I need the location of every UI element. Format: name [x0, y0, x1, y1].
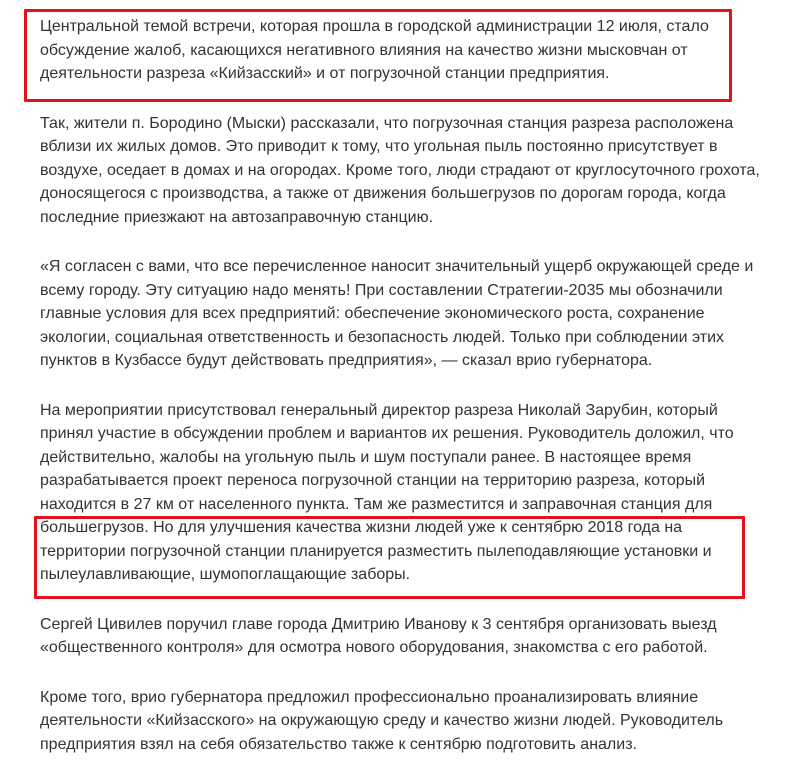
- article-body: [40, 15, 760, 782]
- paragraph-residents-complaints: Так, жители п. Бородино (Мыски) рассказали, что погрузочная станция разреза расположена вблизи их жилых домов. Это приводит к тому, что угольная пыль постоянно присутствует в воздухе, оседает в домах и на огородах. Кроме того, люди страдают от круглосуточного грохота, доносящегося с производства, а также от движения большегрузов по дорогам города, когда последние приезжают на автозаправочную станцию.: [40, 114, 760, 226]
- paragraph-director-report: На мероприятии присутствовал генеральный директор разреза Николай Зарубин, который принял участие в обсуждении проблем и вариантов их решения. Руководитель доложил, что действительно, жалобы на угольную пыль и шум поступали ранее. В настоящее время разрабатывается проект переноса погрузочной станции на территорию разреза, который находится в 27 км от населенного пункта. Там же разместится и заправочная станция для большегрузов. Но для улучшения качества жизни людей уже к сентябрю 2018 года на территории погрузочной станции планируется разместить пылеподавляющие установки и пылеулавливающие, шумопоглащающие заборы.: [40, 401, 734, 583]
- paragraph-public-control: Сергей Цивилев поручил главе города Дмитрию Иванову к 3 сентября организовать выезд «общественного контроля» для осмотра нового оборудования, знакомства с его работой.: [40, 615, 717, 656]
- paragraph-meeting-topic: Центральной темой встречи, которая прошла в городской администрации 12 июля, стало обсуждение жалоб, касающихся негативного влияния на качество жизни мысковчан от деятельности разреза «Кийзасский» и от погрузочной станции предприятия.: [40, 18, 709, 82]
- paragraph-governor-quote: «Я согласен с вами, что все перечисленное наносит значительный ущерб окружающей среде и всему городу. Эту ситуацию надо менять! При составлении Стратегии-2035 мы обозначили главные условия для всех предприятий: обеспечение экономического роста, сохранение экологии, социальная ответственность и безопасность людей. Только при соблюдении этих пунктов в Кузбассе будут действовать предприятия», — сказал врио губернатора.: [40, 258, 754, 369]
- paragraph-impact-analysis: Кроме того, врио губернатора предложил профессионально проанализировать влияние деятельности «Кийзасского» на окружающую среду и качество жизни людей. Руководитель предприятия взял на себя обязательство также к сентябрю подготовить анализ.: [40, 688, 724, 753]
